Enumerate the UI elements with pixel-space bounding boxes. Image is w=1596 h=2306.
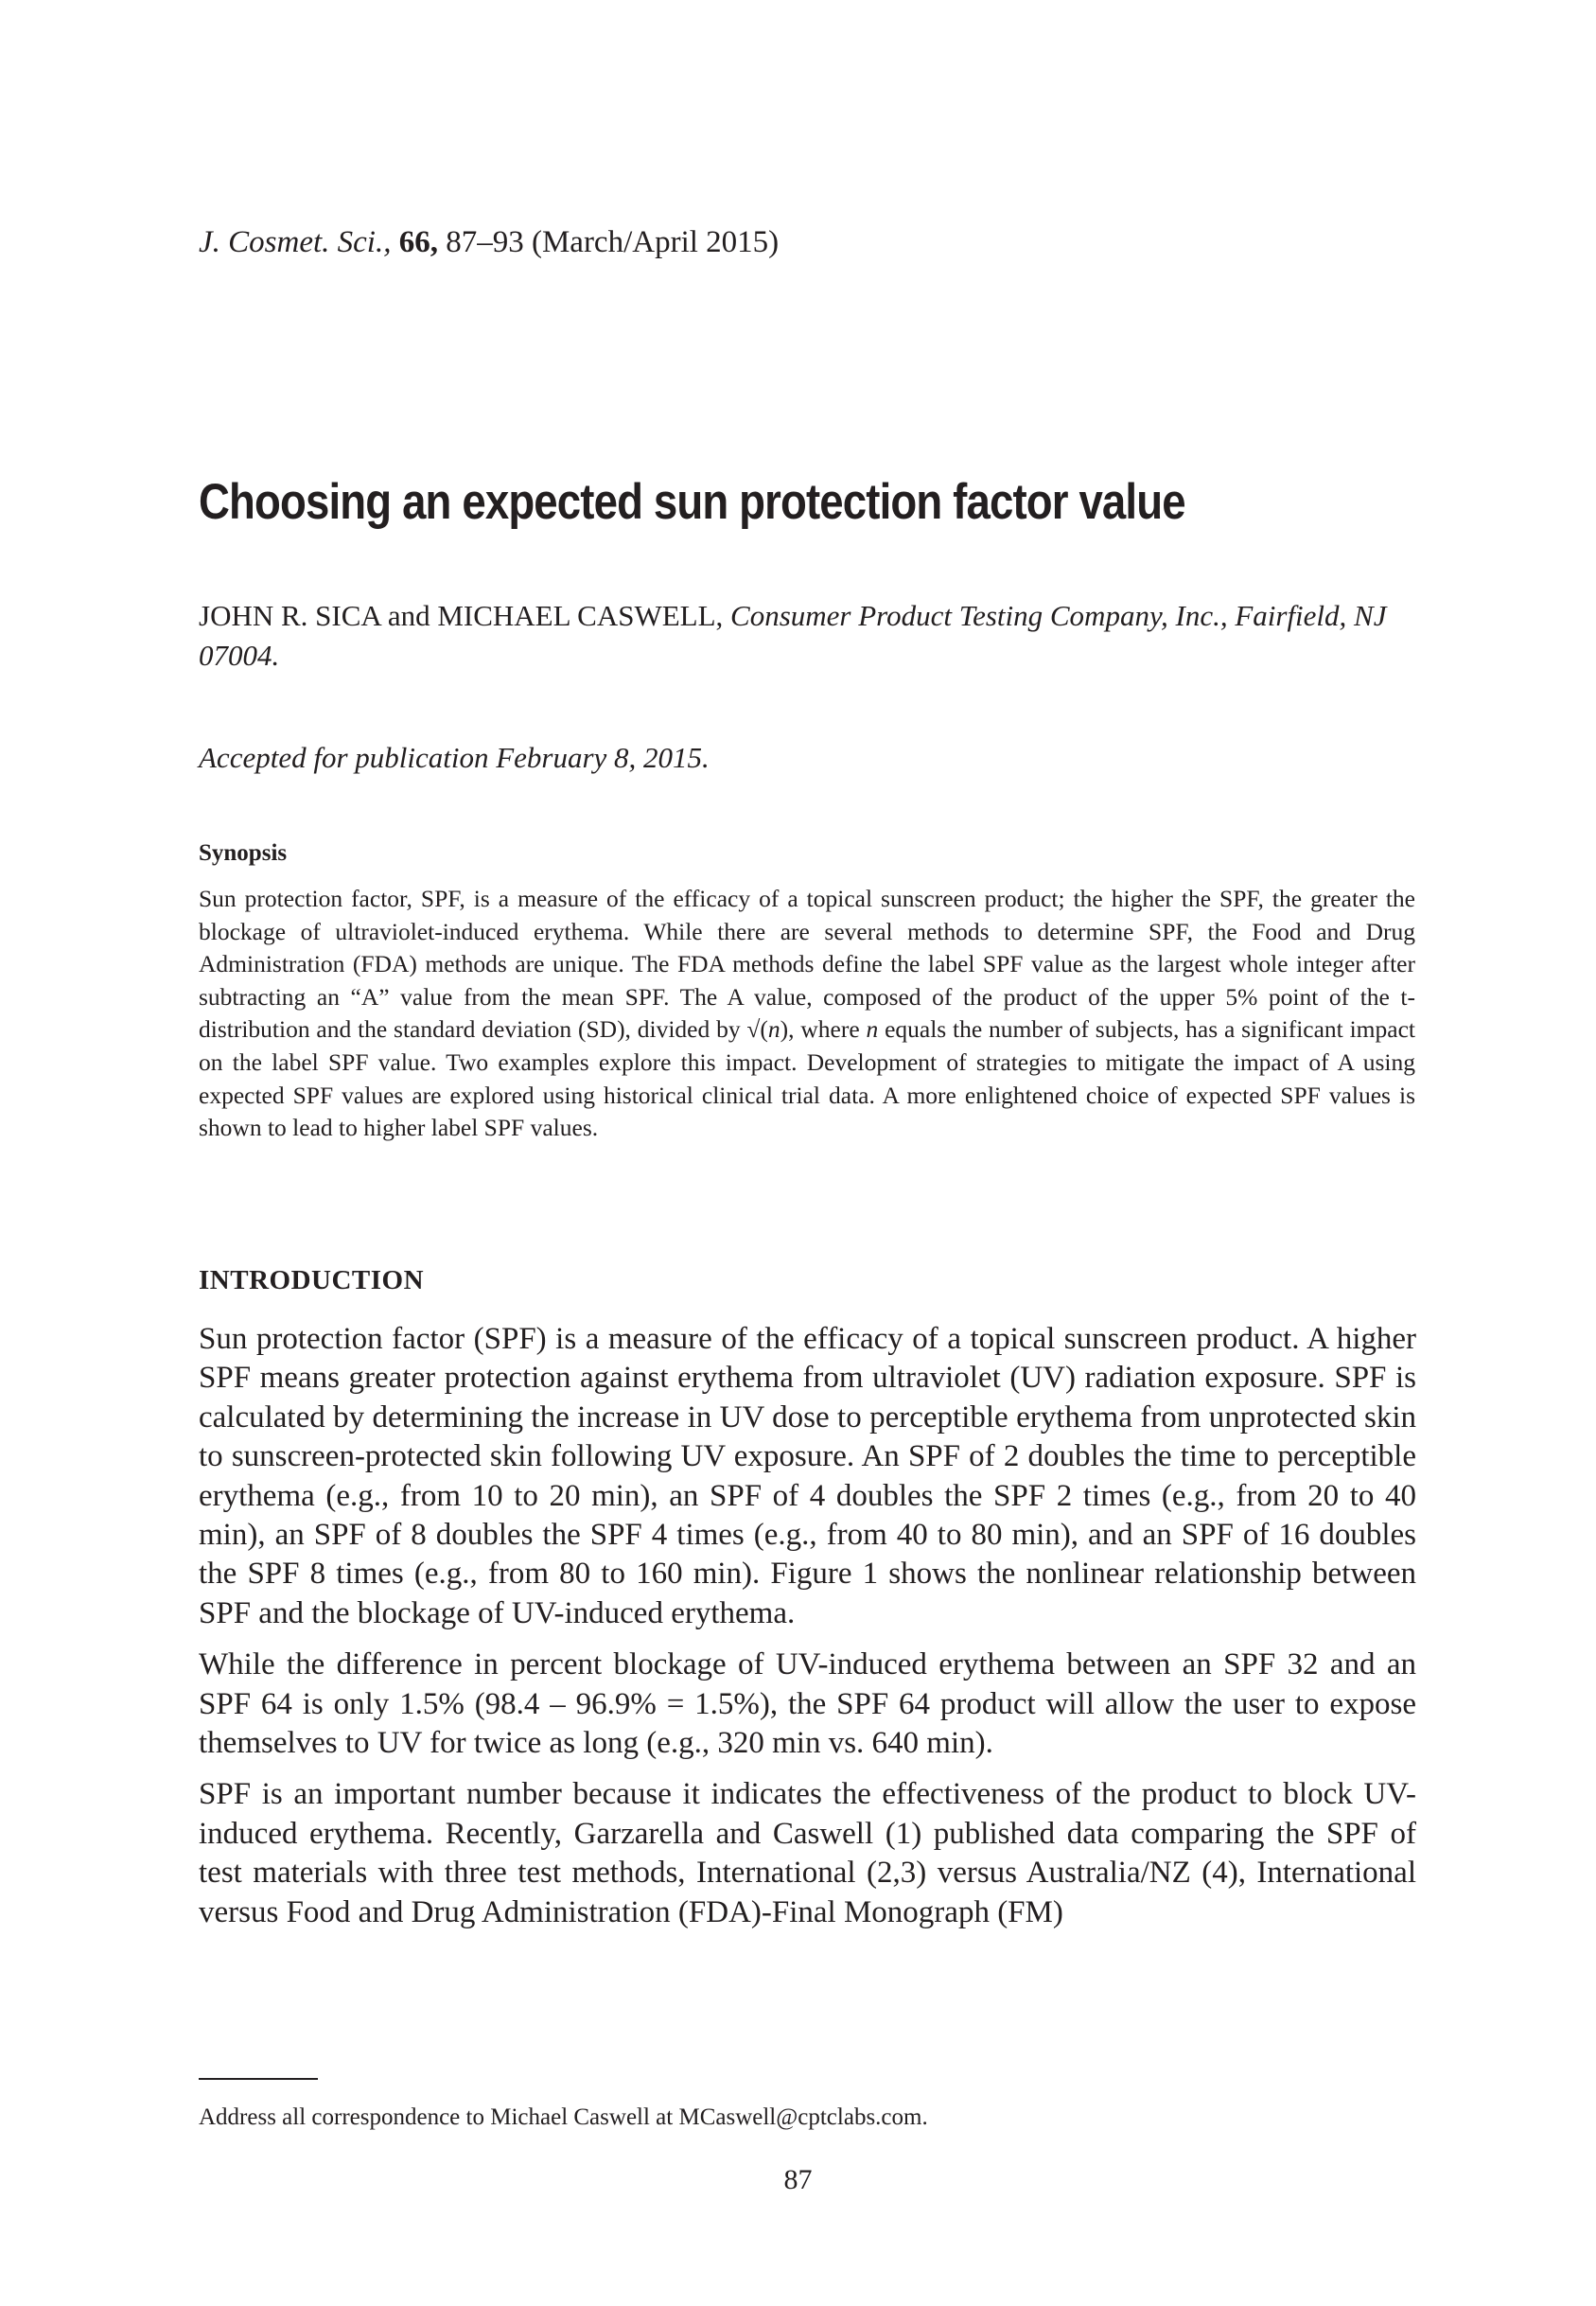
author-names: JOHN R. SICA and MICHAEL CASWELL,	[199, 599, 724, 632]
footnote: Address all correspondence to Michael Caswell at MCaswell@cptclabs.com.	[199, 2104, 928, 2130]
author-block	[199, 596, 1447, 676]
journal-name: J. Cosmet. Sci.,	[199, 225, 392, 259]
introduction-body	[199, 1320, 1416, 1945]
page-number: 87	[783, 2164, 813, 2195]
synopsis-heading: Synopsis	[199, 840, 288, 866]
synopsis-part-2: ), where	[780, 1015, 867, 1044]
intro-paragraph: SPF is an important number because it indicates the effectiveness of the product to block UV-induced erythema. Recently, Garzarella and Caswell (1) published data comparing the SPF of test materials with three test methods, International (2,3) versus Australia/NZ (4), International versus Food and Drug Administration (FDA)-Final Monograph (FM)	[199, 1777, 1416, 1929]
journal-citation	[199, 225, 779, 260]
author-affiliation: Consumer Product Testing Company, Inc., Fairfield, NJ 07004.	[199, 599, 1387, 672]
intro-paragraph: Sun protection factor (SPF) is a measure of the efficacy of a topical sunscreen product. A higher SPF means greater protection against erythema from ultraviolet (UV) radiation exposure. SPF is calculated by determining the increase in UV dose to perceptible erythema from unprotected skin to sunscreen-protected skin following UV exposure. An SPF of 2 doubles the time to perceptible erythema (e.g., from 10 to 20 min), an SPF of 4 doubles the SPF 2 times (e.g., from 20 to 40 min), an SPF of 8 doubles the SPF 4 times (e.g., from 40 to 80 min), and an SPF of 16 doubles the SPF 8 times (e.g., from 80 to 160 min). Figure 1 shows the nonlinear relationship between SPF and the blockage of UV-induced erythema.	[199, 1322, 1416, 1630]
accepted-date: Accepted for publication February 8, 2015.	[199, 741, 710, 774]
introduction-heading: INTRODUCTION	[199, 1265, 425, 1295]
article-title: Choosing an expected sun protection factor value	[199, 474, 1185, 530]
intro-paragraph: While the difference in percent blockage of UV-induced erythema between an SPF 32 and an SPF 64 is only 1.5% (98.4 – 96.9% = 1.5%), the SPF 64 product will allow the user to expose themselves to UV for twice as long (e.g., 320 min vs. 640 min).	[199, 1647, 1416, 1761]
synopsis-part-1: Sun protection factor, SPF, is a measure of the efficacy of a topical sunscreen product; the higher the SPF, the greater the blockage of ultraviolet-induced erythema. While there are several methods to determine SPF, the Food and Drug Administration (FDA) methods are unique. The FDA methods define the label SPF value as the largest whole integer after subtracting an “A” value from the mean SPF. The A value, composed of the product of the upper 5% point of the t-distribution and the standard deviation (SD), divided by √(	[199, 885, 1415, 1044]
journal-pages-date: 87–93 (March/April 2015)	[446, 225, 780, 259]
journal-volume: 66,	[398, 225, 438, 259]
synopsis-text	[199, 883, 1415, 1145]
synopsis-part-3: equals the number of subjects, has a significant impact on the label SPF value. Two examples explore this impact. Development of strategies to mitigate the impact of A using expected SPF values are explored using historical clinical trial data. A more enlightened choice of expected SPF values is shown to lead to higher label SPF values.	[199, 1015, 1415, 1142]
synopsis-var-n-2: n	[866, 1015, 879, 1044]
footnote-rule	[199, 2078, 318, 2080]
synopsis-var-n-1: n	[767, 1015, 780, 1044]
